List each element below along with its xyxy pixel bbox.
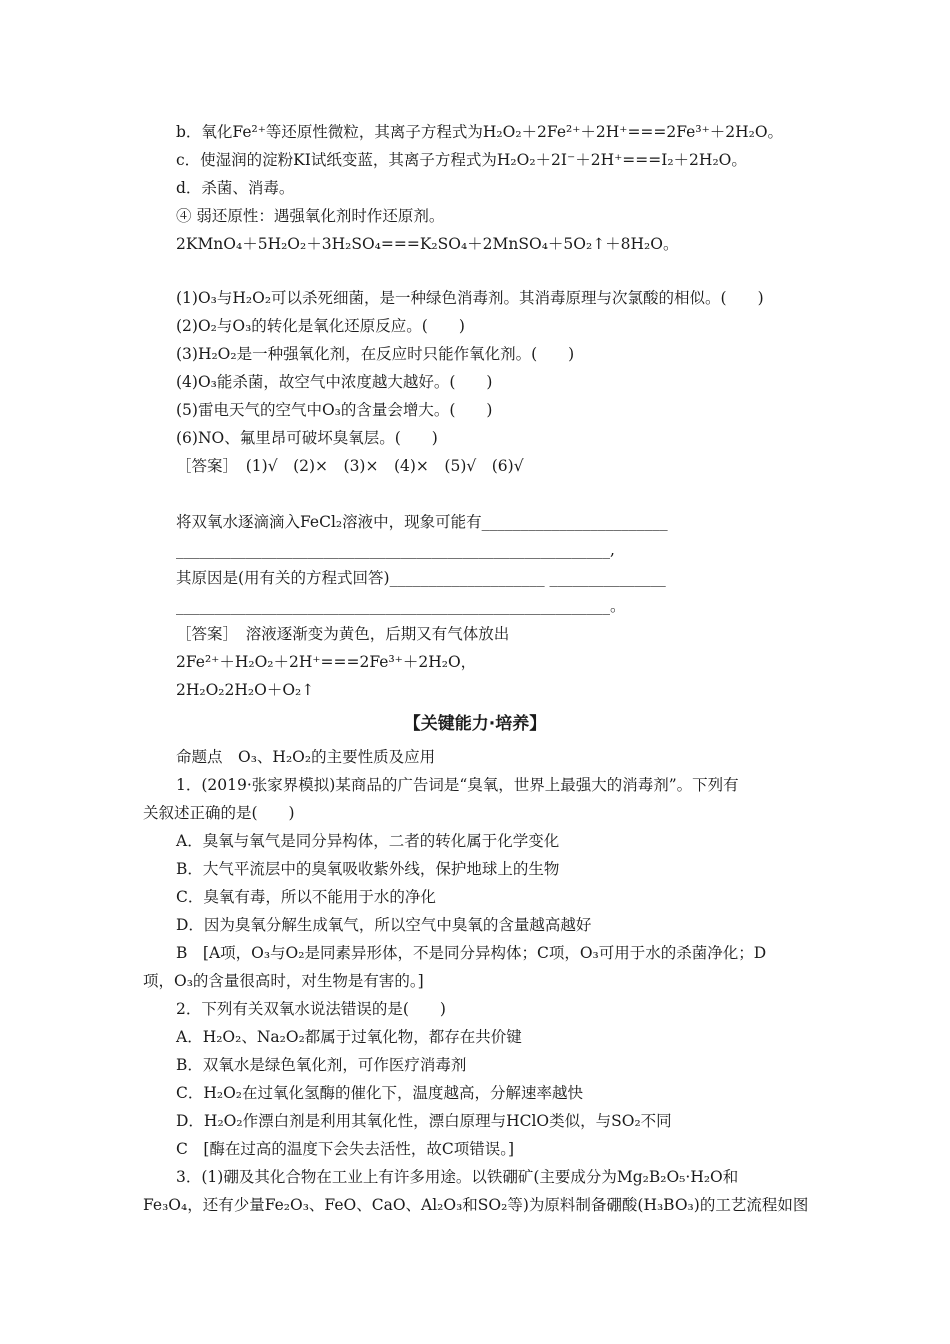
p2-option-a: A．H₂O₂、Na₂O₂都属于过氧化物，都存在共价键 xyxy=(176,1028,522,1046)
p3-stem-2: Fe₃O₄，还有少量Fe₂O₃、FeO、CaO、Al₂O₃和SO₂等)为原料制备硼酸(H₃BO₃)的工艺流程如图 xyxy=(143,1196,809,1214)
fill-reason: 其原因是(用有关的方程式回答)____________________ _______________ xyxy=(176,569,666,587)
p1-stem-1: 1．(2019·张家界模拟)某商品的广告词是“臭氧，世界上最强大的消毒剂”。下列有 xyxy=(176,776,739,794)
topic-line: 命题点 O₃、H₂O₂的主要性质及应用 xyxy=(176,748,436,766)
judge-q1: (1)O₃与H₂O₂可以杀死细菌，是一种绿色消毒剂。其消毒原理与次氯酸的相似。( ) xyxy=(176,289,764,307)
p1-answer-2: 项，O₃的含量很高时，对生物是有害的。] xyxy=(143,972,424,990)
p1-option-d: D．因为臭氧分解生成氧气，所以空气中臭氧的含量越高越好 xyxy=(176,916,592,934)
p2-stem: 2．下列有关双氧水说法错误的是( ) xyxy=(176,1000,446,1018)
judge-q5: (5)雷电天气的空气中O₃的含量会增大。( ) xyxy=(176,401,493,419)
section-heading: 【关键能力·培养】 xyxy=(403,714,547,734)
p1-option-b: B．大气平流层中的臭氧吸收紫外线，保护地球上的生物 xyxy=(176,860,560,878)
p3-stem-1: 3．(1)硼及其化合物在工业上有许多用途。以铁硼矿(主要成分为Mg₂B₂O₅·H₂O和 xyxy=(176,1168,739,1186)
line-item4: ④ 弱还原性：遇强氧化剂时作还原剂。 xyxy=(176,207,445,225)
line-b: b．氧化Fe²⁺等还原性微粒，其离子方程式为H₂O₂＋2Fe²⁺＋2H⁺===2Fe³⁺＋2H₂O。 xyxy=(176,123,784,141)
judge-q2: (2)O₂与O₃的转化是氧化还原反应。( ) xyxy=(176,317,465,335)
fill-equation-2: 2H₂O₂2H₂O＋O₂↑ xyxy=(176,681,315,699)
p2-option-d: D．H₂O₂作漂白剂是利用其氧化性，漂白原理与HClO类似，与SO₂不同 xyxy=(176,1112,672,1130)
line-kmno4-equation: 2KMnO₄＋5H₂O₂＋3H₂SO₄===K₂SO₄＋2MnSO₄＋5O₂↑＋8H₂O。 xyxy=(176,235,679,253)
judge-q4: (4)O₃能杀菌，故空气中浓度越大越好。( ) xyxy=(176,373,493,391)
fill-question: 将双氧水逐滴滴入FeCl₂溶液中，现象可能有________________________ xyxy=(176,513,668,531)
fill-answer: ［答案］ 溶液逐渐变为黄色，后期又有气体放出 xyxy=(176,625,510,643)
line-d: d．杀菌、消毒。 xyxy=(176,179,295,197)
judge-q3: (3)H₂O₂是一种强氧化剂，在反应时只能作氧化剂。( ) xyxy=(176,345,575,363)
fill-blank-1: ________________________________________________________, xyxy=(176,541,615,559)
p1-answer-1: B [A项，O₃与O₂是同素异形体，不是同分异构体；C项，O₃可用于水的杀菌净化；D xyxy=(176,944,767,962)
fill-blank-2: ________________________________________________________。 xyxy=(176,597,626,615)
fill-equation-1: 2Fe²⁺＋H₂O₂＋2H⁺===2Fe³⁺＋2H₂O， xyxy=(176,653,477,671)
p1-option-a: A．臭氧与氧气是同分异构体，二者的转化属于化学变化 xyxy=(176,832,560,850)
judge-answer: ［答案］ (1)√ (2)× (3)× (4)× (5)√ (6)√ xyxy=(176,457,524,475)
p2-option-c: C．H₂O₂在过氧化氢酶的催化下，温度越高，分解速率越快 xyxy=(176,1084,584,1102)
line-c: c．使湿润的淀粉KI试纸变蓝，其离子方程式为H₂O₂＋2I⁻＋2H⁺===I₂＋2H₂O。 xyxy=(176,151,747,169)
p1-option-c: C．臭氧有毒，所以不能用于水的净化 xyxy=(176,888,436,906)
p1-stem-2: 关叙述正确的是( ) xyxy=(143,804,295,822)
p2-answer: C [酶在过高的温度下会失去活性，故C项错误。] xyxy=(176,1140,515,1158)
judge-q6: (6)NO、氟里昂可破坏臭氧层。( ) xyxy=(176,429,438,447)
p2-option-b: B．双氧水是绿色氧化剂，可作医疗消毒剂 xyxy=(176,1056,467,1074)
